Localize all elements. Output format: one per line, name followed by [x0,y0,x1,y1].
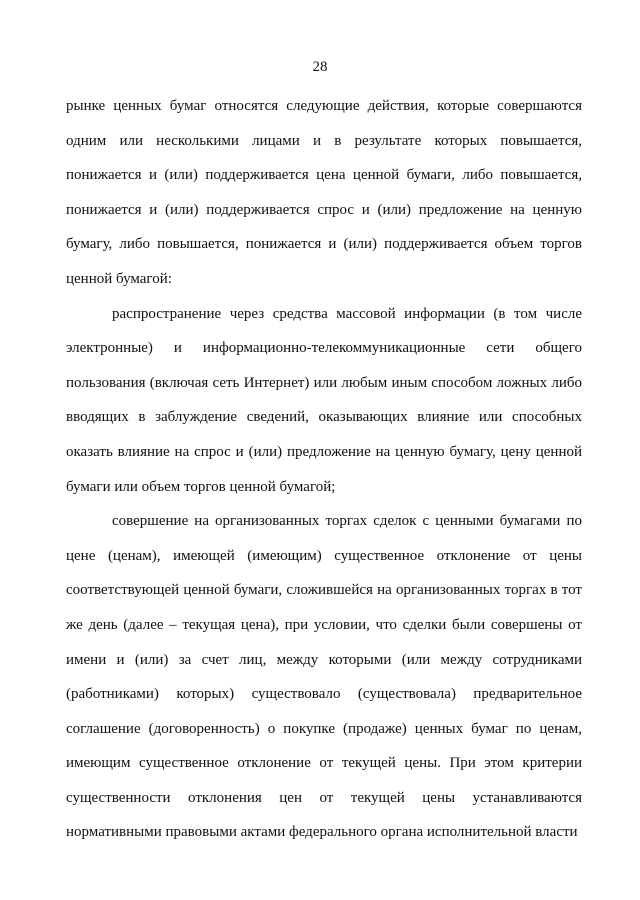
document-body [66,89,582,850]
paragraph-continuation: рынке ценных бумаг относятся следующие действия, которые совершаются одним или несколькими лицами и в результате которых повышается, понижается и (или) поддерживается цена ценной бумаги, либо повышается, понижается и (или) поддерживается спрос и (или) предложение на ценную бумагу, либо повышается, понижается и (или) поддерживается объем торгов ценной бумагой: [66,98,582,287]
paragraph-organized-trading: совершение на организованных торгах сделок с ценными бумагами по цене (ценам), имеющей (имеющим) существенное отклонение от цены соответствующей ценной бумаги, сложившейся на организованных торгах в тот же день (далее – текущая цена), при условии, что сделки были совершены от имени и (или) за счет лиц, между которыми (или между сотрудниками (работниками) которых) существовало (существовала) предварительное соглашение (договоренность) о покупке (продаже) ценных бумаг по ценам, имеющим существенное отклонение от текущей цены. При этом критерии существенности отклонения цен от текущей цены устанавливаются нормативными правовыми актами федерального органа исполнительной власти [66,513,582,841]
paragraph-dissemination: распространение через средства массовой информации (в том числе электронные) и информационно-телекоммуникационные сети общего пользования (включая сеть Интернет) или любым иным способом ложных либо вводящих в заблуждение сведений, оказывающих влияние или способных оказать влияние на спрос и (или) предложение на ценную бумагу, цену ценной бумаги или объем торгов ценной бумагой; [66,305,582,495]
page-number: 28 [312,59,328,75]
